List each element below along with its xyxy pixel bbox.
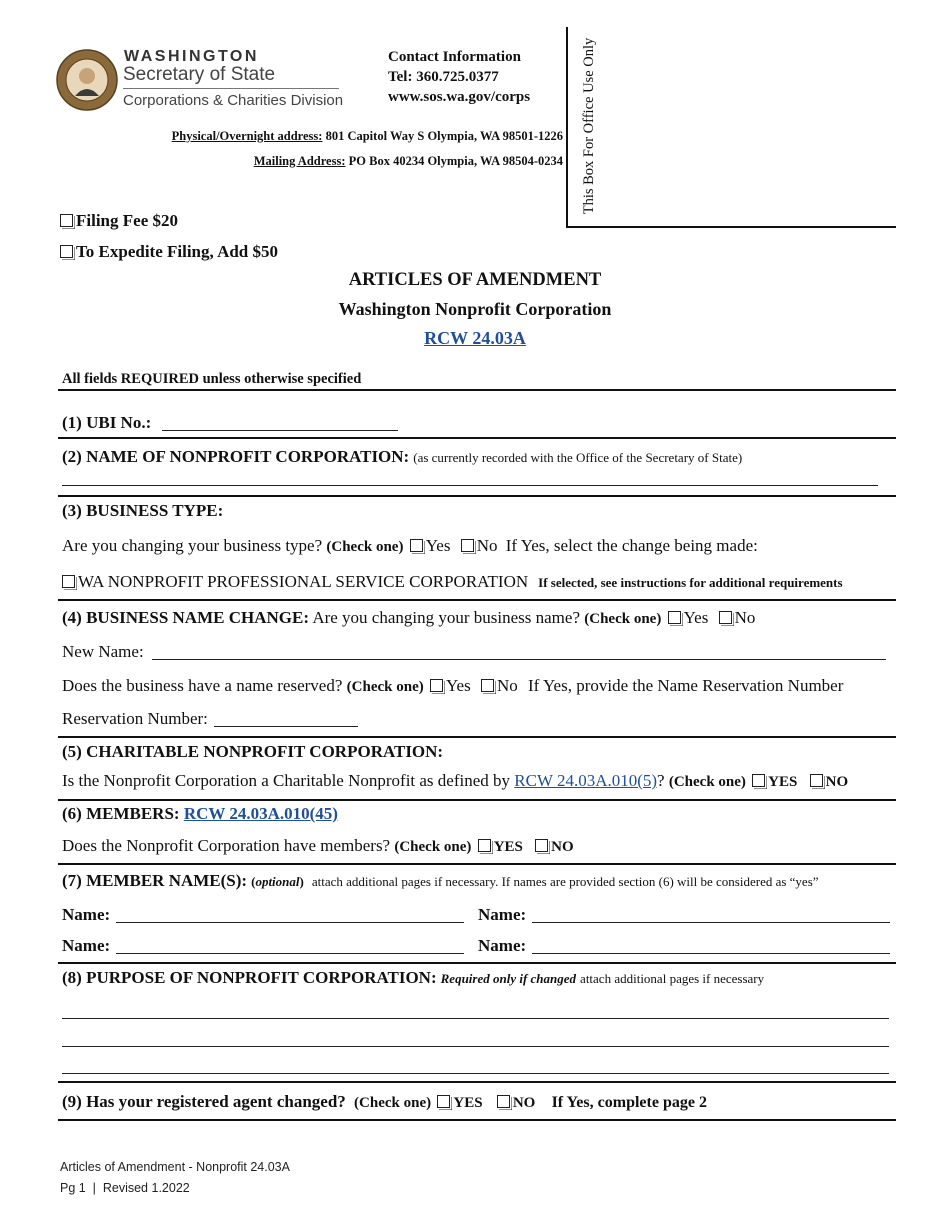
no-label: NO	[512, 1095, 536, 1111]
purpose-input-line[interactable]	[62, 1018, 889, 1019]
purpose-input-line[interactable]	[62, 1073, 889, 1074]
name-change-label: (4) BUSINESS NAME CHANGE:	[62, 608, 309, 627]
divider	[58, 1081, 896, 1083]
ubi-input[interactable]	[162, 416, 398, 431]
form-subtitle: Washington Nonprofit Corporation	[338, 299, 612, 319]
new-name-row	[62, 642, 886, 662]
check-one: (Check one)	[354, 1095, 432, 1111]
name-change-question: Are you changing your business name?	[312, 608, 580, 627]
mailing-address-value: PO Box 40234 Olympia, WA 98504-0234	[348, 154, 563, 168]
purpose-note: attach additional pages if necessary	[580, 971, 765, 986]
reservation-number-row	[62, 709, 358, 729]
member-name-input[interactable]	[532, 939, 890, 954]
office-box-bottom-border	[566, 226, 896, 228]
footer-page-revision: Pg 1 | Revised 1.2022	[60, 1181, 190, 1195]
professional-service-row	[60, 572, 843, 592]
charitable-question: Is the Nonprofit Corporation a Charitable Nonprofit as defined by	[62, 771, 511, 790]
professional-service-label: WA NONPROFIT PROFESSIONAL SERVICE CORPORATION	[78, 572, 529, 591]
check-one: (Check one)	[346, 679, 424, 695]
purpose-label: (8) PURPOSE OF NONPROFIT CORPORATION:	[62, 968, 437, 987]
section-ubi	[62, 413, 398, 433]
name-reserved-no-checkbox[interactable]	[481, 679, 494, 692]
member-name-field	[62, 905, 464, 925]
office-box-left-border	[566, 27, 568, 227]
agent-change-no-checkbox[interactable]	[497, 1095, 510, 1108]
charitable-rcw-link[interactable]: RCW 24.03A.010(5)	[514, 771, 658, 790]
no-label: NO	[825, 774, 849, 790]
expedite-row	[58, 242, 278, 262]
corp-name-note: (as currently recorded with the Office of the Secretary of State)	[413, 450, 743, 465]
mailing-address	[254, 154, 563, 169]
expedite-label: To Expedite Filing, Add $50	[76, 242, 279, 261]
purpose-required-note: Required only if changed	[440, 971, 577, 986]
member-names-note: attach additional pages if necessary. If names are provided section (6) will be considered as “yes”	[311, 874, 819, 889]
agent-change-row	[62, 1092, 707, 1112]
divider	[58, 599, 896, 601]
no-label: No	[496, 676, 518, 695]
members-question-row	[62, 836, 574, 856]
members-label: (6) MEMBERS:	[62, 804, 180, 823]
name-label: Name:	[62, 936, 111, 955]
required-note: All fields REQUIRED unless otherwise specified	[62, 371, 362, 387]
member-names-header: (7) MEMBER NAME(S): (optional) attach additional pages if necessary. If names are provided section (6) will be considered as “yes”	[62, 871, 819, 890]
section-corp-name	[62, 447, 742, 467]
physical-address-value: 801 Capitol Way S Olympia, WA 98501-1226	[325, 129, 563, 143]
filing-fee-row	[58, 211, 178, 231]
logo-washington: WASHINGTON	[124, 48, 259, 65]
expedite-checkbox[interactable]	[60, 245, 73, 258]
agent-change-label: (9) Has your registered agent changed?	[62, 1092, 346, 1111]
yes-label: Yes	[445, 676, 471, 695]
check-one: (Check one)	[584, 611, 662, 627]
ubi-label: (1) UBI No.:	[62, 413, 152, 432]
member-names-label: (7) MEMBER NAME(S):	[62, 871, 248, 890]
rcw-link-wrap	[0, 328, 950, 349]
members-question: Does the Nonprofit Corporation have members?	[62, 836, 391, 855]
check-one: (Check one)	[668, 774, 746, 790]
name-change-yes-checkbox[interactable]	[668, 611, 681, 624]
business-type-question: Are you changing your business type?	[62, 536, 323, 555]
divider	[58, 495, 896, 497]
yes-label: YES	[768, 774, 798, 790]
check-one: (Check one)	[394, 839, 472, 855]
optional-label: optional	[255, 874, 300, 889]
contact-web: www.sos.wa.gov/corps	[388, 89, 531, 105]
name-reserved-followup: If Yes, provide the Name Reservation Number	[528, 676, 844, 695]
charitable-question-row: Is the Nonprofit Corporation a Charitable Nonprofit as defined by RCW 24.03A.010(5)? (Check one) YES NO	[62, 771, 849, 790]
member-name-input[interactable]	[116, 908, 464, 923]
business-type-no-checkbox[interactable]	[461, 539, 474, 552]
divider	[58, 389, 896, 391]
logo-secretary-of-state: Secretary of State	[123, 64, 276, 85]
physical-address-label: Physical/Overnight address:	[171, 129, 323, 143]
name-reserved-row	[62, 676, 843, 696]
member-name-field	[478, 936, 890, 956]
divider	[58, 863, 896, 865]
mailing-address-label: Mailing Address:	[253, 154, 346, 168]
physical-address	[172, 129, 563, 144]
agent-change-yes-checkbox[interactable]	[437, 1095, 450, 1108]
yes-label: YES	[493, 839, 523, 855]
charitable-yes-checkbox[interactable]	[752, 774, 765, 787]
new-name-input[interactable]	[152, 645, 886, 660]
divider	[58, 799, 896, 801]
members-yes-checkbox[interactable]	[478, 839, 491, 852]
no-label: No	[734, 608, 756, 627]
business-type-yes-checkbox[interactable]	[410, 539, 423, 552]
divider	[58, 437, 896, 439]
state-seal-logo	[55, 48, 119, 112]
member-name-field	[478, 905, 890, 925]
logo-divider	[123, 88, 339, 89]
rcw-link[interactable]: RCW 24.03A	[424, 328, 526, 348]
members-rcw-link[interactable]: RCW 24.03A.010(45)	[183, 804, 338, 823]
name-change-row	[62, 608, 755, 628]
purpose-input-line[interactable]	[62, 1046, 889, 1047]
members-no-checkbox[interactable]	[535, 839, 548, 852]
professional-service-note: If selected, see instructions for additional requirements	[538, 575, 843, 590]
form-title: ARTICLES OF AMENDMENT	[348, 270, 602, 290]
no-label: No	[476, 536, 498, 555]
name-reserved-question: Does the business have a name reserved?	[62, 676, 343, 695]
footer-doc-title: Articles of Amendment - Nonprofit 24.03A	[60, 1160, 290, 1174]
logo-division: Corporations & Charities Division	[123, 92, 344, 109]
name-label: Name:	[62, 905, 111, 924]
reservation-number-input[interactable]	[214, 712, 358, 727]
no-label: NO	[551, 839, 574, 855]
yes-label: Yes	[425, 536, 451, 555]
agent-change-followup: If Yes, complete page 2	[551, 1094, 707, 1111]
divider	[58, 962, 896, 964]
name-reserved-yes-checkbox[interactable]	[430, 679, 443, 692]
professional-service-checkbox[interactable]	[62, 575, 75, 588]
divider	[58, 736, 896, 738]
divider	[58, 1119, 896, 1121]
name-label: Name:	[478, 905, 527, 924]
new-name-label: New Name:	[62, 642, 144, 661]
contact-tel: Tel: 360.725.0377	[388, 69, 499, 85]
corp-name-label: (2) NAME OF NONPROFIT CORPORATION:	[62, 447, 410, 466]
business-type-followup: If Yes, select the change being made:	[505, 536, 758, 555]
yes-label: Yes	[683, 608, 709, 627]
member-name-field	[62, 936, 464, 956]
purpose-header	[62, 968, 764, 988]
charitable-no-checkbox[interactable]	[810, 774, 823, 787]
business-type-question-row	[62, 536, 758, 556]
filing-fee-checkbox[interactable]	[60, 214, 73, 227]
business-type-label: (3) BUSINESS TYPE:	[62, 501, 224, 520]
name-label: Name:	[478, 936, 527, 955]
office-use-label: This Box For Office Use Only	[581, 37, 597, 215]
reservation-number-label: Reservation Number:	[62, 709, 208, 728]
name-change-no-checkbox[interactable]	[719, 611, 732, 624]
corp-name-input[interactable]	[62, 485, 878, 486]
members-label-row	[62, 804, 338, 824]
member-name-input[interactable]	[532, 908, 890, 923]
yes-label: YES	[453, 1095, 483, 1111]
member-name-input[interactable]	[116, 939, 464, 954]
contact-title: Contact Information	[388, 49, 521, 65]
check-one: (Check one)	[326, 539, 404, 555]
charitable-label: (5) CHARITABLE NONPROFIT CORPORATION:	[62, 742, 444, 761]
filing-fee-label: Filing Fee $20	[76, 211, 178, 230]
